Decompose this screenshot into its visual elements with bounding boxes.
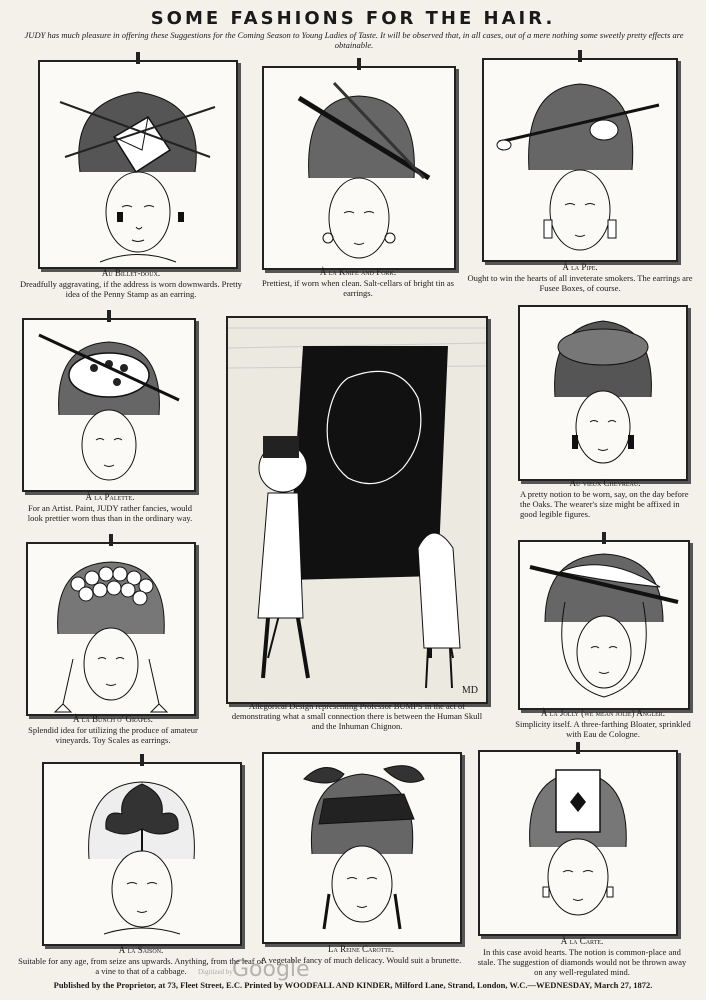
caption-text: Splendid idea for utilizing the produce of amateur vineyards. Toy Scales as earrings. bbox=[28, 725, 198, 745]
caption-text: A vegetable fancy of much delicacy. Would suit a brunette. bbox=[260, 955, 462, 965]
illustration-professor-bumps bbox=[226, 316, 488, 704]
saison-drawing bbox=[44, 764, 240, 944]
publisher-footer: Published by the Proprietor, at 73, Fleet Street, E.C. Printed by WOODFALL AND KINDER, Milford Lane, Strand, London, W.C.—WEDNESDAY, March 27, 1872. bbox=[53, 980, 653, 990]
caption-carte bbox=[474, 936, 690, 977]
caption-text: Allegorical Design representing Professor BUMPS in the act of demonstrating what a small connection there is between the Human Skull and the Inhuman Chignon. bbox=[231, 701, 483, 731]
caption-palette bbox=[20, 492, 200, 523]
caption-professor-bumps bbox=[226, 701, 488, 731]
knife-fork-drawing bbox=[264, 68, 454, 268]
google-watermark: Google bbox=[232, 957, 310, 982]
caption-text: Dreadfully aggravating, if the address is worn downwards. Pretty idea of the Penny Stamp as an earring. bbox=[20, 279, 242, 299]
caption-knife-fork bbox=[256, 267, 460, 298]
illustration-carte bbox=[478, 750, 678, 936]
page-title: SOME FASHIONS FOR THE HAIR. bbox=[150, 8, 556, 29]
chevreau-drawing bbox=[520, 307, 686, 479]
caption-title: À la Carte. bbox=[560, 936, 604, 946]
reine-carotte-drawing bbox=[264, 754, 460, 942]
carte-drawing bbox=[480, 752, 676, 934]
caption-title: Au Billet-doux. bbox=[101, 268, 161, 278]
caption-text: In this case avoid hearts. The notion is common-place and stale. The suggestion of diamonds would not be thrown away on any well-regulated mind. bbox=[477, 947, 687, 977]
caption-pipe bbox=[464, 262, 696, 293]
caption-title: La Reine Carotte. bbox=[328, 944, 394, 954]
bunch-grapes-drawing bbox=[28, 544, 194, 714]
illustration-saison bbox=[42, 762, 242, 946]
caption-title: Au vieux Chevreau. bbox=[569, 478, 641, 488]
pipe-drawing bbox=[484, 60, 676, 260]
professor-bumps-drawing bbox=[228, 318, 486, 702]
caption-title: À la Palette. bbox=[85, 492, 135, 502]
caption-text: Suitable for any age, from seize ans upwards. Anything, from the leaf of a vine to that of a cabbage. bbox=[18, 956, 264, 976]
caption-text: Simplicity itself. A three-farthing Bloater, sprinkled with Eau de Cologne. bbox=[515, 719, 691, 739]
caption-bunch-grapes bbox=[18, 714, 208, 745]
caption-billet-doux bbox=[20, 268, 242, 299]
caption-title: À la Bunch o' Grapes. bbox=[73, 714, 153, 724]
caption-text: Prettiest, if worn when clean. Salt-cellars of bright tin as earrings. bbox=[262, 278, 454, 298]
caption-text: For an Artist. Paint, JUDY rather fancies, would look prettier worn thus than in the ordinary way. bbox=[27, 503, 193, 523]
page-subtitle: JUDY has much pleasure in offering these Suggestions for the Coming Season to Young Ladies of Taste. It will be observed that, in all cases, out of a mere nothing some sweetly pretty effects are obtainable. bbox=[24, 30, 684, 50]
billet-doux-drawing bbox=[40, 62, 236, 267]
illustration-chevreau bbox=[518, 305, 688, 481]
illustration-reine-carotte bbox=[262, 752, 462, 944]
jolly-angler-drawing bbox=[520, 542, 688, 708]
illustration-pipe bbox=[482, 58, 678, 262]
illustration-palette bbox=[22, 318, 196, 492]
caption-text: A pretty notion to be worn, say, on the day before the Oaks. The wearer's size might be affixed in good legible figures. bbox=[520, 489, 689, 519]
caption-chevreau bbox=[520, 478, 690, 519]
illustration-knife-fork bbox=[262, 66, 456, 270]
artist-monogram: MD bbox=[461, 685, 478, 696]
caption-text: Ought to win the hearts of all inveterate smokers. The earrings are Fusee Boxes, of course. bbox=[467, 273, 693, 293]
digitized-label: Digitized by bbox=[198, 968, 233, 976]
illustration-jolly-angler bbox=[518, 540, 690, 710]
illustration-billet-doux bbox=[38, 60, 238, 269]
caption-jolly-angler bbox=[508, 708, 698, 739]
caption-title: À la Saison. bbox=[118, 945, 164, 955]
illustration-bunch-grapes bbox=[26, 542, 196, 716]
palette-drawing bbox=[24, 320, 194, 490]
caption-title: À la Knife and Fork. bbox=[319, 267, 397, 277]
caption-title: À la Pipe. bbox=[562, 262, 598, 272]
caption-title: À la Jolly (we mean jolie) Angler. bbox=[540, 708, 666, 718]
